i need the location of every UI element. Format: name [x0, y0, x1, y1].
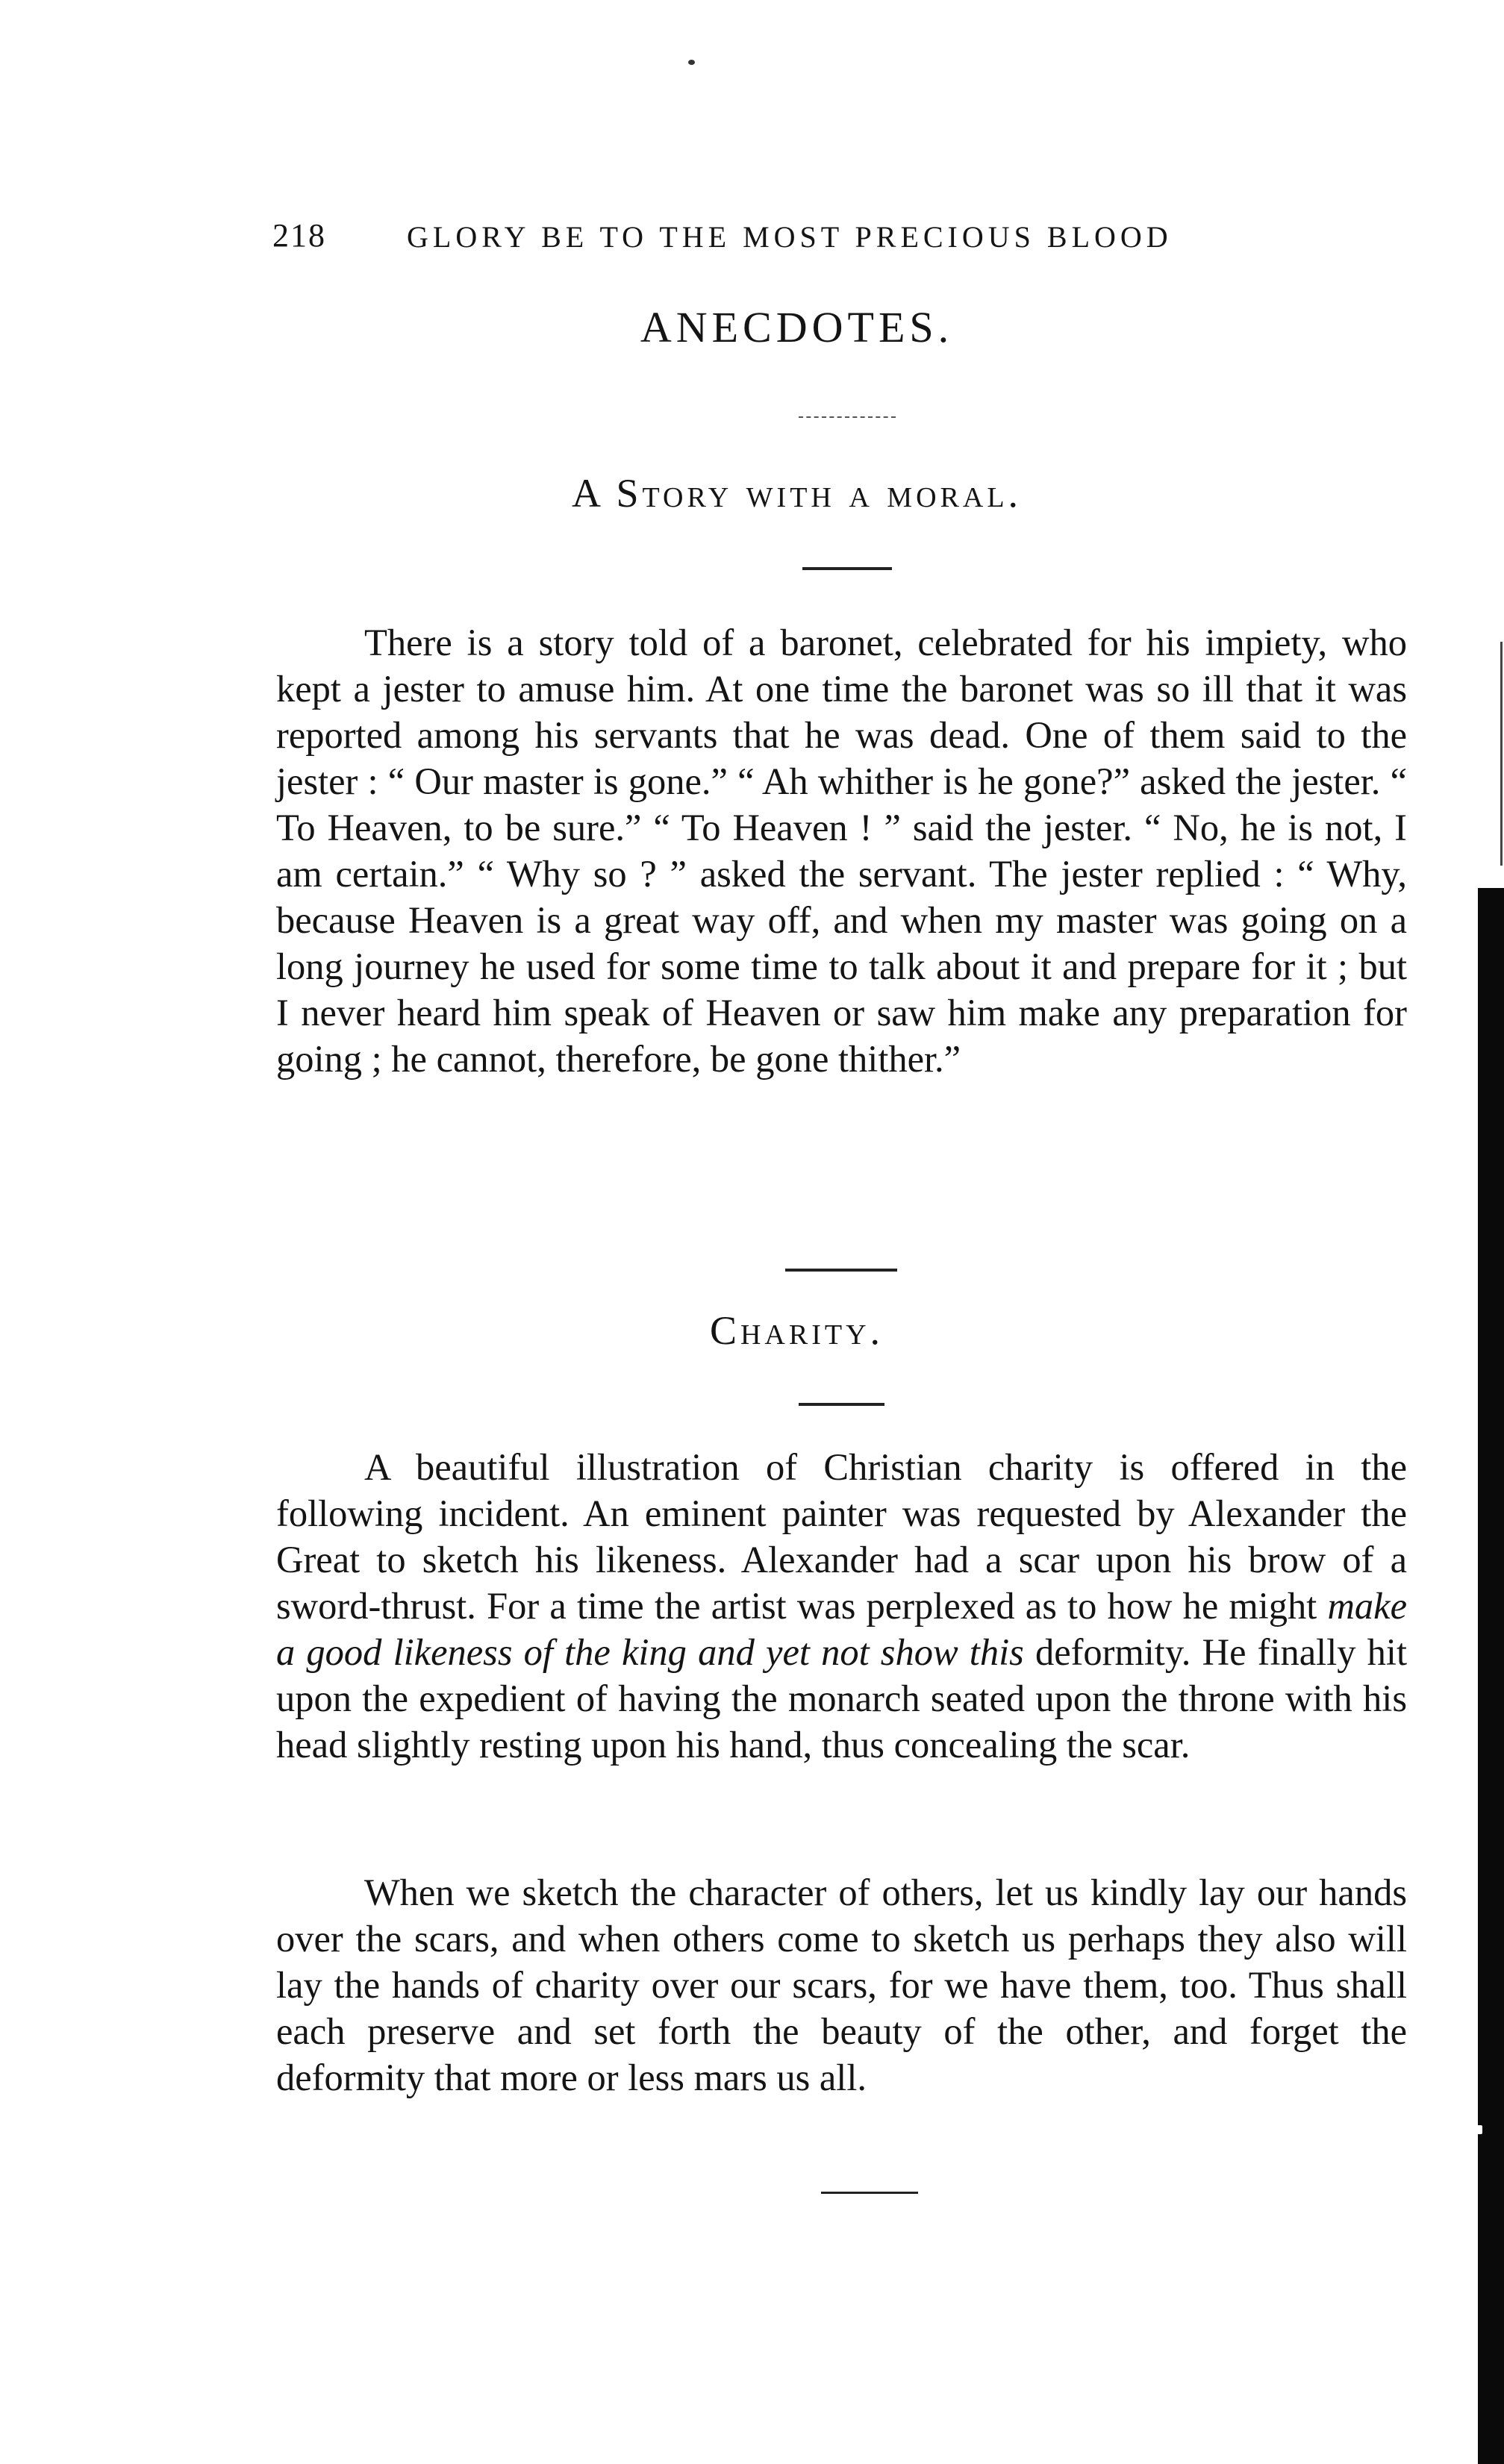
section-rule: [785, 1269, 897, 1272]
page-number: 218: [272, 217, 326, 254]
charity-text-after-italic: deformity. He finally hit upon the expedient of having the monarch seated upon the throne with his head slightly resting upon his hand, thus concealing the scar.: [276, 1631, 1407, 1766]
story-paragraph: There is a story told of a baronet, celebrated for his impiety, who kept a jester to amuse him. At one time the baronet was so ill that it was reported among his servants that he was dead. One of them said to the jester : “ Our master is gone.” “ Ah whither is he gone?” asked the jester. “ To Heaven, to be sure.” “ To Heaven ! ” said the jester. “ No, he is not, I am certain.” “ Why so ? ” asked the servant. The jester replied : “ Why, because Heaven is a great way off, and when my master was going on a long journey he used for some time to talk about it and prepare for it ; but I never heard him speak of Heaven or saw him make any preparation for going ; he cannot, therefore, be gone thither.”: [276, 622, 1407, 1080]
section-rule: [802, 567, 892, 570]
section-heading-charity: Charity.: [709, 1308, 884, 1353]
charity-paragraph-1: [276, 1444, 1407, 1768]
scan-margin-notch: [1473, 2125, 1482, 2134]
charity-italic-text: make a good likeness of the king and yet not show this: [276, 1585, 1407, 1673]
page-header: [272, 216, 1243, 261]
section-rule: [799, 1403, 884, 1406]
running-head: GLORY BE TO THE MOST PRECIOUS BLOOD: [407, 220, 1173, 254]
scan-margin-shadow: [1478, 888, 1504, 2464]
section-heading-story: A Story with a moral.: [571, 471, 1023, 516]
page-title: ANECDOTES.: [640, 303, 954, 351]
charity-text-before-italic: A beautiful illustration of Christian charity is offered in the following incident. An eminent painter was requested by Alexander the Great to sketch his likeness. Alexander had a scar upon his brow of a sword-thrust. For a time the artist was perplexed as to how he might: [276, 1446, 1407, 1627]
ink-speck: [688, 60, 695, 65]
charity-paragraph-2: When we sketch the character of others, let us kindly lay our hands over the scars, and when others come to sketch us perhaps they also will lay the hands of charity over our scars, for we have them, too. Thus shall each preserve and set forth the beauty of the other, and forget the deformity that more or less mars us all.: [276, 1872, 1407, 2098]
scan-margin-line: [1500, 642, 1503, 866]
ornamental-dash: [799, 416, 896, 418]
end-rule: [821, 2192, 918, 2194]
